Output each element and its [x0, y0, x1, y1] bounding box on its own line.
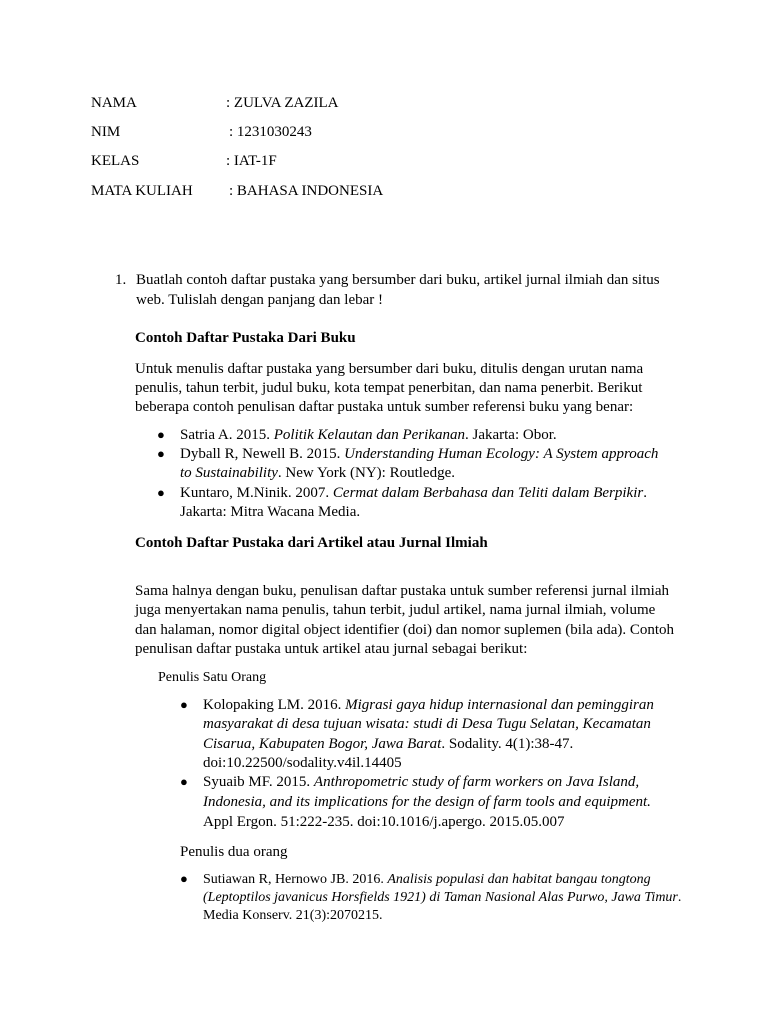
item-author: Sutiawan R, Hernowo JB. 2016.: [203, 872, 388, 887]
item-title: Politik Kelautan dan Perikanan: [273, 427, 465, 443]
item-author: Dyball R, Newell B. 2015.: [180, 446, 345, 462]
nim-value: : 1231030243: [229, 124, 312, 140]
matkul-label: MATA KULIAH: [91, 183, 193, 199]
list-item-jurnal-1-cont2: [203, 735, 573, 754]
list-item-buku-3: [180, 484, 647, 503]
list-item-jurnal-2-cont: Indonesia, and its implications for the design of farm tools and equipment.: [203, 794, 651, 810]
list-item-jurnal-2: [203, 773, 639, 792]
list-item-buku-2-cont: [180, 464, 455, 483]
item-title: Cermat dalam Berbahasa dan Teliti dalam Berpikir: [332, 485, 644, 501]
nama-label: NAMA: [91, 95, 137, 111]
item-title: Analisis populasi dan habitat bangau tongtong: [387, 872, 651, 887]
kelas-value: : IAT-1F: [226, 153, 277, 169]
item-title: Cisarua, Kabupaten Bogor, Jawa Barat: [203, 736, 442, 752]
list-item-jurnal-1-cont: masyarakat di desa tujuan wisata: studi di Desa Tugu Selatan, Kecamatan: [203, 716, 651, 732]
bullet-icon: ●: [180, 774, 188, 789]
list-item-buku-1: [180, 426, 557, 445]
jurnal-para-line-1: Sama halnya dengan buku, penulisan daftar pustaka untuk sumber referensi jurnal ilmiah: [135, 583, 670, 599]
item-punct: .: [677, 890, 682, 905]
item-title: (Leptoptilos javanicus Horsfields 1921) di Taman Nasional Alas Purwo, Jawa Timur: [203, 890, 678, 905]
bullet-icon: ●: [157, 446, 165, 461]
nama-value: : ZULVA ZAZILA: [226, 95, 339, 111]
list-item-jurnal-3-journal: Media Konserv. 21(3):2070215.: [203, 908, 383, 923]
jurnal-para-line-2: juga menyertakan nama penulis, tahun terbit, judul artikel, nama jurnal ilmiah, volume: [135, 602, 656, 618]
list-item-buku-3-cont: Jakarta: Mitra Wacana Media.: [180, 504, 361, 520]
question-number: 1.: [115, 272, 127, 288]
section-heading-jurnal: Contoh Daftar Pustaka dari Artikel atau Jurnal Ilmiah: [135, 535, 488, 551]
buku-para-line-2: penulis, tahun terbit, judul buku, kota tempat penerbitan, dan nama penerbit. Berikut: [135, 380, 643, 396]
jurnal-para-line-3: dan halaman, nomor digital object identifier (doi) dan nomor suplemen (bila ada). Contoh: [135, 622, 675, 638]
jurnal-para-line-4: penulisan daftar pustaka untuk artikel atau jurnal sebagai berikut:: [135, 641, 528, 657]
section-heading-buku: Contoh Daftar Pustaka Dari Buku: [135, 330, 356, 346]
bullet-icon: ●: [180, 697, 188, 712]
list-item-jurnal-1-doi: doi:10.22500/sodality.v4il.14405: [203, 755, 402, 771]
item-title: Migrasi gaya hidup internasional dan peminggiran: [345, 697, 654, 713]
nim-label: NIM: [91, 124, 121, 140]
kelas-label: KELAS: [91, 153, 140, 169]
question-line-1: Buatlah contoh daftar pustaka yang bersumber dari buku, artikel jurnal ilmiah dan situs: [136, 272, 660, 288]
item-author: Kuntaro, M.Ninik. 2007.: [180, 485, 333, 501]
item-punct: .: [643, 485, 647, 501]
item-author: Kolopaking LM. 2016.: [203, 697, 346, 713]
item-title: Understanding Human Ecology: A System approach: [344, 446, 659, 462]
bullet-icon: ●: [180, 871, 188, 886]
list-item-jurnal-2-doi: Appl Ergon. 51:222-235. doi:10.1016/j.apergo. 2015.05.007: [203, 814, 565, 830]
list-item-jurnal-3-cont: [203, 888, 681, 907]
buku-para-line-1: Untuk menulis daftar pustaka yang bersumber dari buku, ditulis dengan urutan nama: [135, 361, 644, 377]
subheading-penulis-satu: Penulis Satu Orang: [158, 670, 267, 685]
item-publisher: . New York (NY): Routledge.: [277, 465, 455, 481]
list-item-jurnal-3: [203, 870, 651, 889]
bullet-icon: ●: [157, 427, 165, 442]
item-publisher: . Jakarta: Obor.: [464, 427, 557, 443]
matkul-value: : BAHASA INDONESIA: [229, 183, 384, 199]
item-author: Satria A. 2015.: [180, 427, 274, 443]
item-title: to Sustainability: [180, 465, 278, 481]
item-author: Syuaib MF. 2015.: [203, 774, 314, 790]
item-journal: . Sodality. 4(1):38-47.: [441, 736, 574, 752]
item-title: Anthropometric study of farm workers on Java Island,: [313, 774, 640, 790]
bullet-icon: ●: [157, 485, 165, 500]
list-item-jurnal-1: [203, 696, 654, 715]
list-item-buku-2: [180, 445, 658, 464]
question-line-2: web. Tulislah dengan panjang dan lebar !: [136, 292, 384, 308]
buku-para-line-3: beberapa contoh penulisan daftar pustaka untuk sumber referensi buku yang benar:: [135, 399, 634, 415]
subheading-penulis-dua: Penulis dua orang: [180, 844, 288, 860]
